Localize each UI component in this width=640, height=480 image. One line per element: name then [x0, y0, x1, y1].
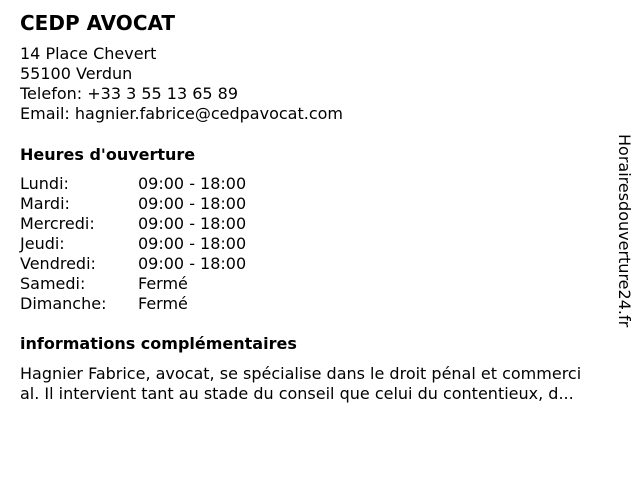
hours-time: 09:00 - 18:00	[138, 194, 247, 213]
contact-block	[20, 44, 343, 124]
hours-day: Mercredi:	[20, 214, 95, 233]
hours-day: Mardi:	[20, 194, 70, 213]
hours-row-tuesday	[20, 194, 246, 214]
address-street: 14 Place Chevert	[20, 44, 157, 63]
hours-row-monday	[20, 174, 246, 194]
hours-heading: Heures d'ouverture	[20, 145, 196, 164]
email-address: Email: hagnier.fabrice@cedpavocat.com	[20, 104, 343, 123]
hours-day: Dimanche:	[20, 294, 107, 313]
hours-row-sunday	[20, 294, 246, 314]
hours-time: 09:00 - 18:00	[138, 254, 247, 273]
hours-day: Jeudi:	[20, 234, 65, 253]
info-line: al. Il intervient tant au stade du conseil que celui du contentieux, d...	[20, 384, 574, 403]
hours-time: Fermé	[138, 294, 188, 313]
info-description	[20, 364, 632, 404]
hours-time: 09:00 - 18:00	[138, 214, 247, 233]
hours-row-friday	[20, 254, 246, 274]
hours-time: 09:00 - 18:00	[138, 174, 247, 193]
phone-number: Telefon: +33 3 55 13 65 89	[20, 84, 239, 103]
hours-day: Lundi:	[20, 174, 69, 193]
hours-table	[20, 174, 246, 314]
info-line: Hagnier Fabrice, avocat, se spécialise dans le droit pénal et commerci	[20, 364, 582, 383]
business-name: CEDP AVOCAT	[20, 11, 176, 35]
hours-day: Samedi:	[20, 274, 86, 293]
address-city: 55100 Verdun	[20, 64, 133, 83]
hours-row-saturday	[20, 274, 246, 294]
hours-time: Fermé	[138, 274, 188, 293]
hours-row-thursday	[20, 234, 246, 254]
hours-day: Vendredi:	[20, 254, 96, 273]
info-heading: informations complémentaires	[20, 334, 297, 353]
hours-row-wednesday	[20, 214, 246, 234]
site-watermark: Horairesdouverture24.fr	[615, 134, 634, 328]
hours-time: 09:00 - 18:00	[138, 234, 247, 253]
